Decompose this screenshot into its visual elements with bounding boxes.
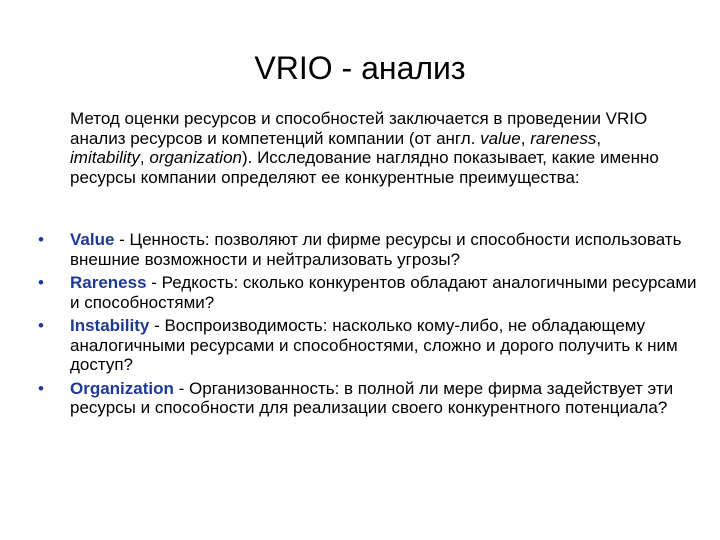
bullet-icon: • — [38, 316, 44, 335]
vrio-bullet-list — [38, 230, 698, 422]
list-item-rareness — [38, 273, 698, 312]
intro-sep-1: , — [520, 128, 531, 148]
bullet-icon: • — [38, 378, 44, 398]
intro-term-rareness: rareness — [530, 128, 597, 148]
intro-term-organization: organization — [149, 148, 242, 167]
intro-text-1: Метод оценки ресурсов и способностей заключается в проведении VRIO анализ ресурсов и компетенций компании (от англ. — [70, 109, 648, 148]
list-item-organization — [38, 379, 698, 418]
intro-paragraph — [70, 109, 670, 187]
term-organization: Organization — [70, 378, 174, 398]
item-text-instability: - Воспроизводимость: насколько кому-либо, не обладающему аналогичными ресурсами и способностями, сложно и дорого получить к ним доступ? — [70, 316, 678, 374]
list-item-instability — [38, 316, 698, 375]
item-text-organization: - Организованность: в полной ли мере фирма задействует эти ресурсы и способности для реализации своего конкурентного потенциала? — [70, 378, 674, 417]
intro-term-value: value — [480, 128, 521, 148]
term-value: Value — [70, 230, 115, 249]
bullet-icon: • — [38, 230, 44, 249]
list-item-value — [38, 230, 698, 269]
intro-text-2: ). Исследование наглядно показывает, какие именно ресурсы компании определяют ее конкурентные преимущества: — [70, 148, 659, 187]
item-text-value: - Ценность: позволяют ли фирме ресурсы и способности использовать внешние возможности и нейтрализовать угрозы? — [70, 230, 682, 269]
term-instability: Instability — [70, 316, 150, 335]
term-rareness: Rareness — [70, 273, 147, 292]
intro-term-imitability: imitability — [70, 148, 140, 167]
slide-title-text: VRIO - анализ — [254, 50, 466, 86]
intro-sep-2: , — [596, 128, 602, 148]
item-text-rareness: - Редкость: сколько конкурентов обладают аналогичными ресурсами и способностями? — [70, 273, 697, 312]
intro-sep-3: , — [139, 148, 150, 167]
slide-title — [0, 48, 720, 88]
bullet-icon: • — [38, 273, 44, 292]
